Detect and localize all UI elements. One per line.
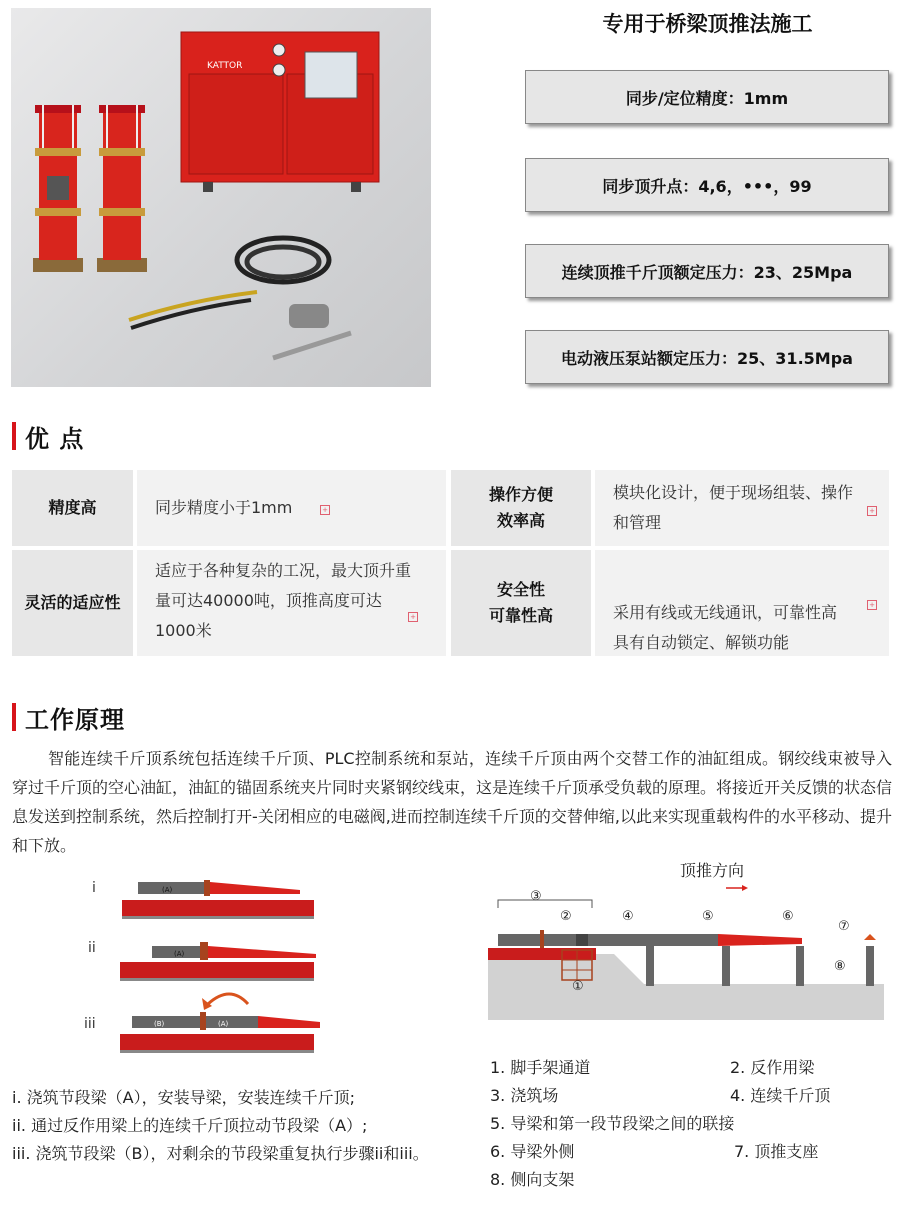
step-label-i: i [92,880,96,896]
edit-marker-icon: + [867,506,877,516]
heading-accent-bar [12,422,16,450]
step-item: iii. 浇筑节段梁（B），对剩余的节段梁重复执行步骤ii和iii。 [12,1144,429,1163]
legend-item: 6. 导梁外侧 [490,1142,575,1161]
marker-4: ④ [622,909,634,924]
adv-desc-usability [595,470,889,546]
marker-1: ① [572,979,584,994]
continuous-jack-right [97,105,147,272]
step-item: ii. 通过反作用梁上的连续千斤顶拉动节段梁（A）; [12,1116,368,1135]
push-direction-arrow-icon [726,885,748,891]
step-iii-illustration [120,994,320,1053]
continuous-jack-left [33,105,83,272]
spec-pump-pressure: 电动液压泵站额定压力：25、31.5Mpa [525,330,889,384]
steps-list [12,1084,452,1168]
marker-3: ③ [530,889,542,904]
adv-desc-usability-text: 模块化设计，便于现场组装、操作和管理 [613,483,854,532]
step-ii-illustration [120,942,316,981]
product-photo [11,8,431,387]
spec-jack-pressure: 连续顶推千斤顶额定压力：23、25Mpa [525,244,889,298]
adv-label-adaptability: 灵活的适应性 [12,550,133,656]
brand-label: KATTOR [207,61,243,71]
legend-item: 5. 导梁和第一段节段梁之间的联接 [490,1114,735,1133]
adv-label-safety: 安全性 可靠性高 [451,550,591,656]
pump-station [181,32,379,192]
legend-item: 1. 脚手架通道 [490,1058,591,1077]
legend-item: 8. 侧向支架 [490,1170,575,1189]
segment-a-label: (A) [162,886,173,894]
legend-item: 7. 顶推支座 [734,1142,819,1161]
spec-sync-points: 同步顶升点：4,6，•••，99 [525,158,889,212]
marker-6: ⑥ [782,909,794,924]
advantages-heading [12,421,84,451]
adv-desc-precision [137,470,446,546]
adv-desc-adaptability [137,550,446,656]
legend-item: 2. 反作用梁 [730,1058,815,1077]
principle-heading [12,702,125,732]
adv-desc-safety [595,550,889,656]
legend-item: 4. 连续千斤顶 [730,1086,831,1105]
advantages-heading-text: 优 点 [25,424,85,453]
segment-b-label: (B) [154,1020,165,1028]
edit-marker-icon: + [320,505,330,515]
step-i-illustration [122,880,314,919]
equipment-illustration [11,8,431,387]
edit-marker-icon: + [408,612,418,622]
push-diagram [484,854,889,1024]
step-item: i. 浇筑节段梁（A），安装导梁，安装连续千斤顶; [12,1088,355,1107]
steps-diagram [80,870,330,1070]
segment-a-label: (A) [174,950,185,958]
legend-item: 3. 浇筑场 [490,1086,559,1105]
step-label-iii: iii [84,1016,96,1032]
heading-accent-bar [12,703,16,731]
adv-desc-precision-text: 同步精度小于1mm [155,498,293,517]
segment-a-label: (A) [218,1020,229,1028]
principle-paragraph: 智能连续千斤顶系统包括连续千斤顶、PLC控制系统和泵站，连续千斤顶由两个交替工作的油缸组成。钢绞线束被导入穿过千斤顶的空心油缸，油缸的锚固系统夹片同时夹紧钢绞线束，这是连续千斤顶承受负载的原理。将接近开关反馈的状态信息发送到控制系统，然后控制打开-关闭相应的电磁阀,进而控制连续千斤顶的交替伸缩,以此来实现重载构件的水平移动、提升和下放。 [12,749,893,855]
page-title: 专用于桥梁顶推法施工 [602,12,813,36]
adv-label-usability: 操作方便 效率高 [451,470,591,546]
displacement-sensor [273,304,351,358]
marker-8: ⑧ [834,959,846,974]
marker-2: ② [560,909,572,924]
spec-sync-accuracy: 同步/定位精度：1mm [525,70,889,124]
edit-marker-icon: + [867,600,877,610]
adv-desc-adaptability-text: 适应于各种复杂的工况，最大顶升重量可达40000吨，顶推高度可达1000米 [155,561,412,640]
marker-7: ⑦ [838,919,850,934]
step-label-ii: ii [88,940,96,956]
principle-heading-text: 工作原理 [25,705,125,734]
adv-desc-safety-text: 采用有线或无线通讯，可靠性高 具有自动锁定、解锁功能 [613,603,838,652]
marker-5: ⑤ [702,909,714,924]
push-direction-label: 顶推方向 [680,861,745,880]
adv-label-precision: 精度高 [12,470,133,546]
